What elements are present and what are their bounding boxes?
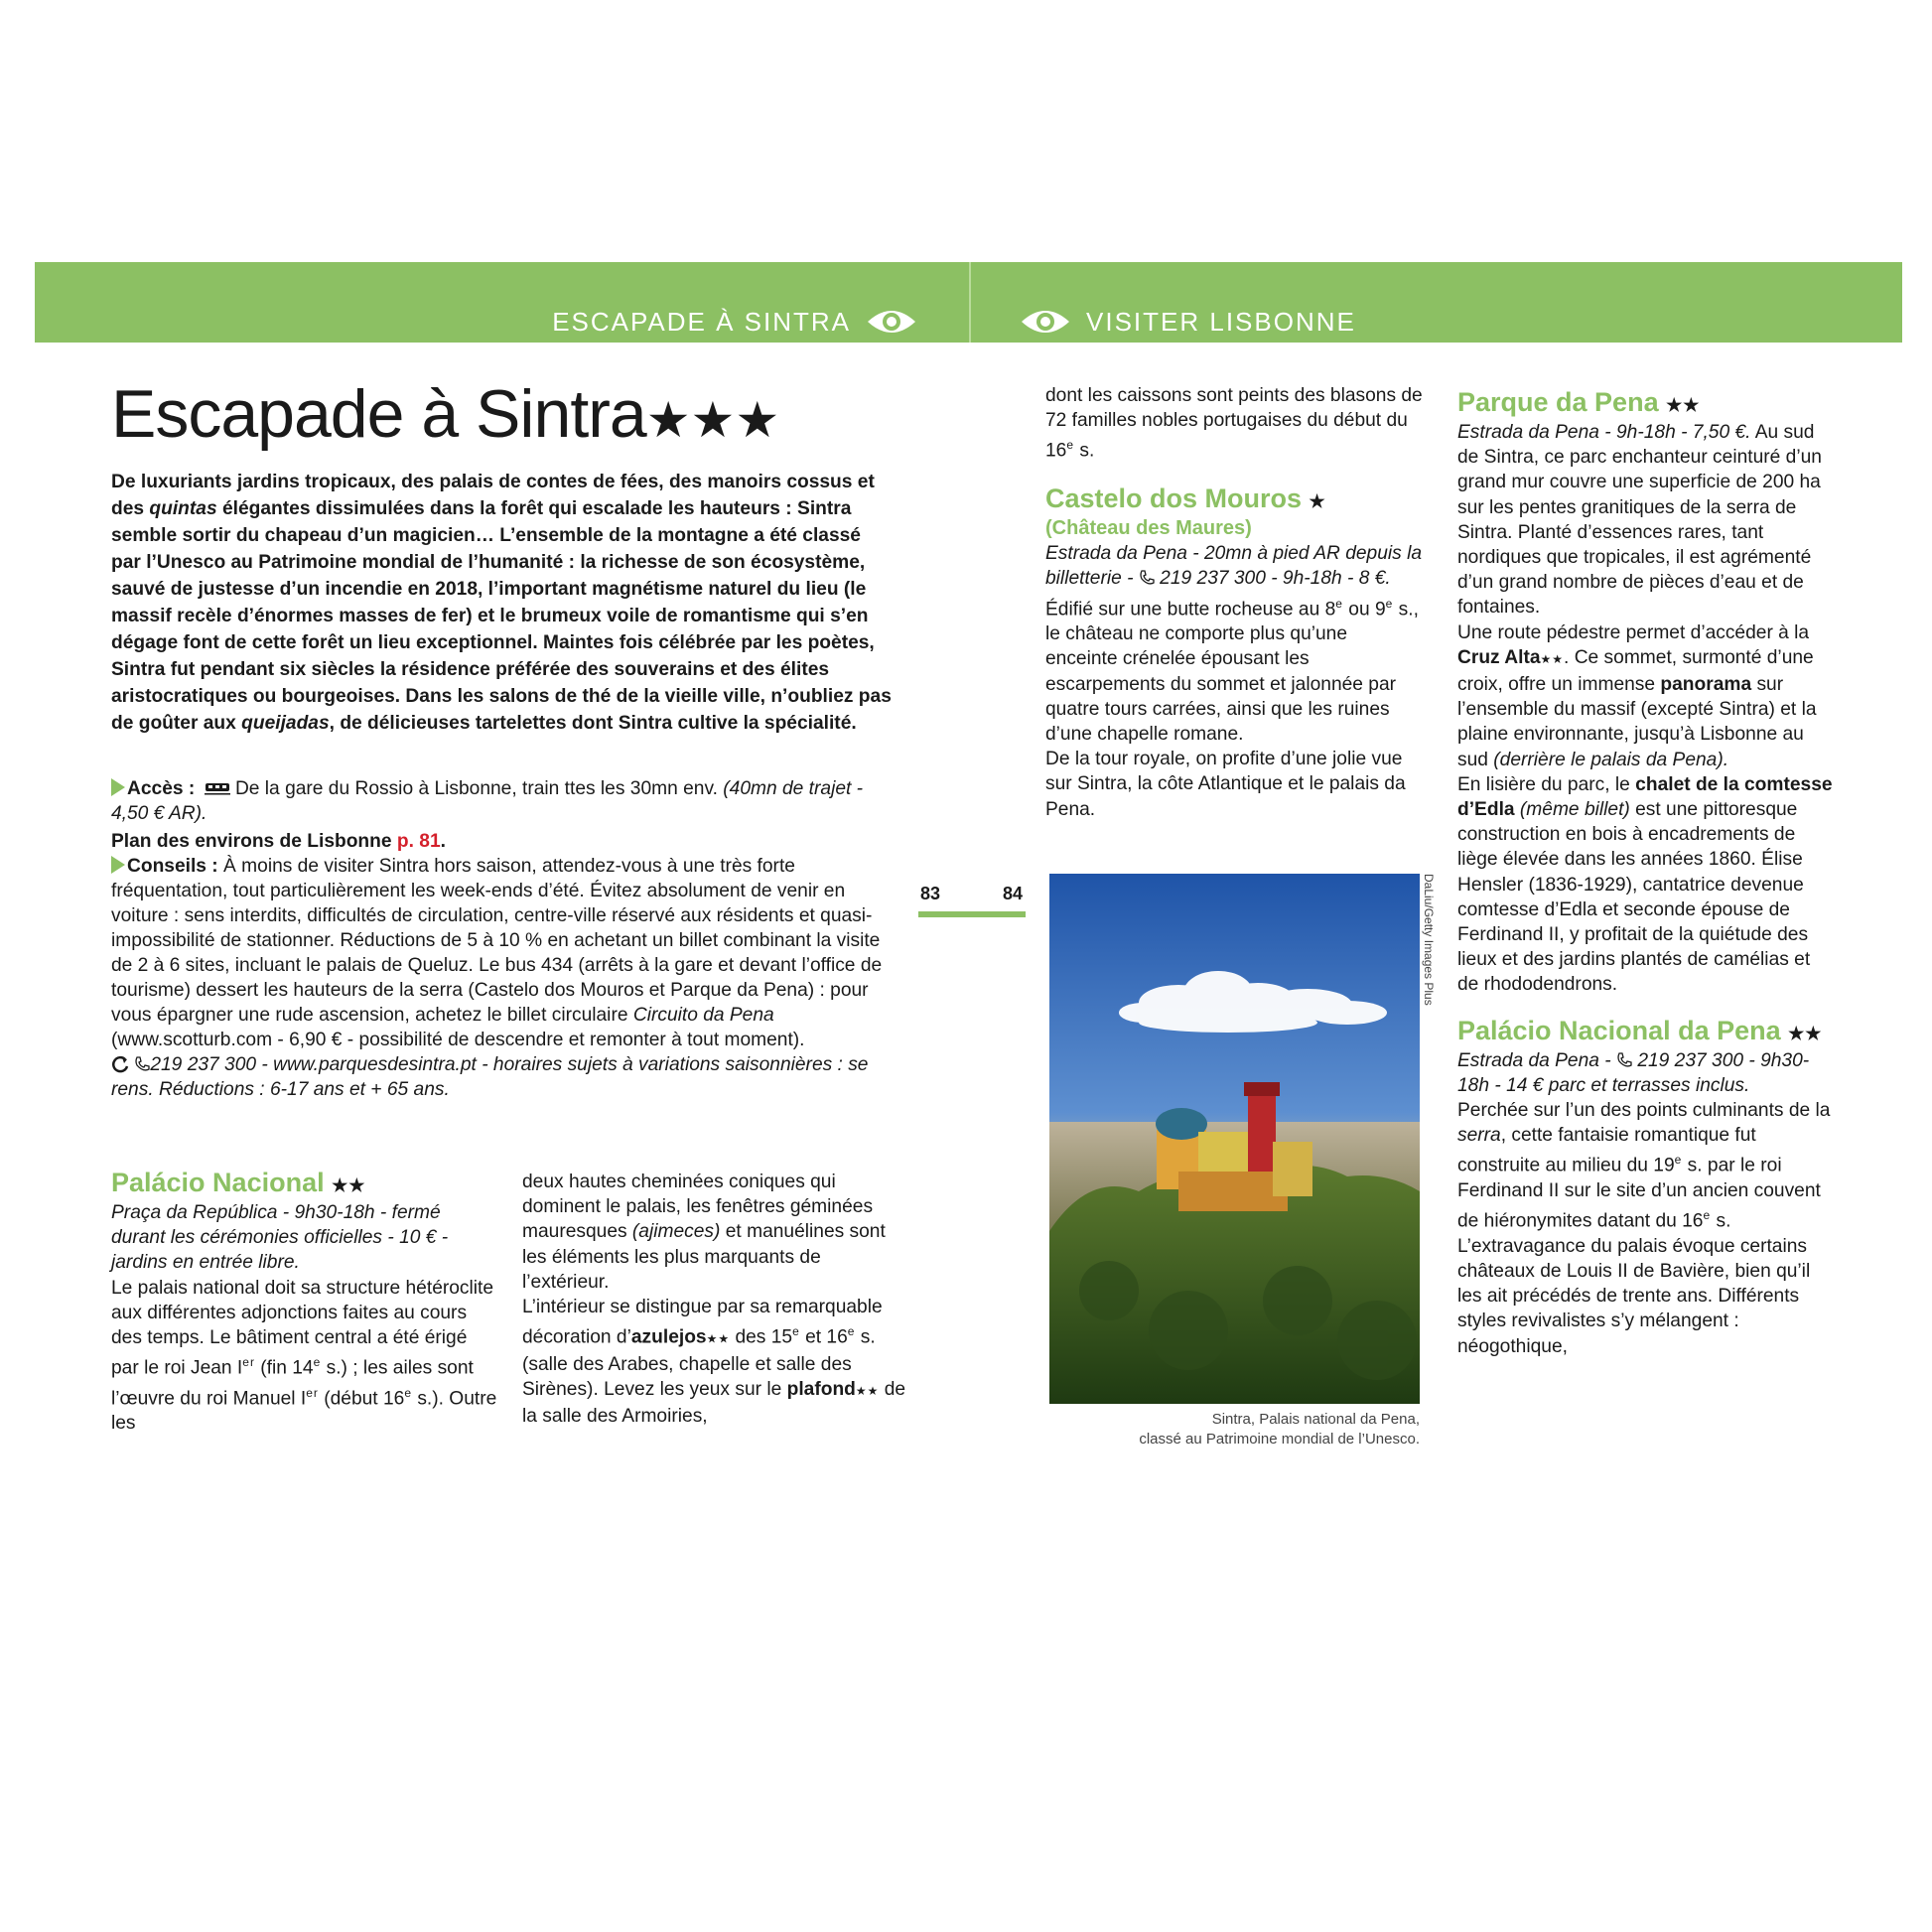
castelo-body-2: De la tour royale, on profite d’une jolie vue sur Sintra, la côte Atlantique et le palais da Pena. (1045, 749, 1406, 820)
intro-paragraph (111, 469, 896, 737)
pena-body (1457, 1098, 1835, 1359)
body-text: Une route pédestre permet d’accéder à la (1457, 621, 1810, 643)
sup: e (404, 1385, 412, 1400)
sup: e (1066, 438, 1075, 453)
ajimeces: (ajimeces) (631, 1221, 721, 1243)
train-icon (205, 781, 230, 795)
eye-icon (1019, 306, 1072, 338)
sup: e (1674, 1153, 1683, 1168)
page-number-rule (918, 911, 1026, 917)
header-left-label: ESCAPADE À SINTRA (552, 306, 851, 337)
castelo-info-text: Estrada da Pena - 20mn à pied AR depuis la billetterie - (1045, 543, 1423, 590)
intro-queijadas: queijadas (241, 713, 330, 734)
castelo-subtitle: (Château des Maures) (1045, 517, 1252, 539)
rating-stars: ★★ (1540, 651, 1565, 666)
body-text: est une pittoresque construction en bois à encadrements de liège élevée dans les années 1860. Élise Hensler (1836-1929), cantatrice devenue comtesse d’Edla et seconde épouse de Ferdinand II, y profitait de la quiétude des lieux et des jardins plantés de camélias et de rhododendrons. (1457, 799, 1811, 996)
phone-icon (134, 1056, 150, 1072)
header-right-label: VISITER LISBONNE (1086, 306, 1356, 337)
triangle-bullet-icon (111, 778, 125, 796)
sup: e (1385, 596, 1394, 611)
intro-text: , de délicieuses tartelettes dont Sintra cultive la spécialité. (329, 713, 857, 734)
body-text: de la salle des Armoiries, (522, 1379, 906, 1428)
parque-body (1457, 420, 1835, 621)
pena-info-text: Estrada da Pena - (1457, 1049, 1616, 1071)
caption-line-2: classé au Patrimoine mondial de l’Unesco. (1139, 1431, 1420, 1448)
body-text: des 15 (730, 1326, 793, 1348)
intro-text: De luxuriants jardins tropicaux, des palais de contes de fées, des manoirs cossus et des (111, 472, 875, 519)
sup: e (1335, 596, 1343, 611)
section-heading (1457, 387, 1835, 420)
cruz-alta: Cruz Alta (1457, 646, 1541, 668)
palacio-nacional-title: Palácio Nacional (111, 1168, 325, 1197)
plan-line (111, 829, 896, 854)
section-heading (1045, 483, 1423, 516)
page-number-left: 83 (920, 884, 941, 903)
azulejos: azulejos (630, 1326, 707, 1348)
body-text: . Ce sommet, surmonté d’une croix, offre un immense (1457, 646, 1814, 696)
body-text: s., le château ne comporte plus qu’une enceinte crénelée épousant les escarpements du sommet et jalonnée par quatre tours carrées, ainsi que les ruines d’une chapelle romane. (1045, 599, 1419, 746)
practical-info (111, 776, 896, 1102)
palacio-nacional-section (111, 1168, 498, 1437)
body-text: , cette fantaisie romantique fut construite au milieu du 19 (1457, 1125, 1756, 1176)
body-text: L’intérieur se distingue par sa remarquable décoration d’ (522, 1297, 883, 1348)
intro-quintas: quintas (149, 498, 217, 519)
palacio-nacional-body (111, 1276, 498, 1437)
photo-caption (1049, 1410, 1420, 1449)
parque-section (1457, 387, 1835, 1359)
pena-palace-photo (1049, 874, 1420, 1404)
title-text: Escapade à Sintra (111, 376, 646, 452)
rating-stars: ★★ (855, 1384, 880, 1399)
intro-text: élégantes dissimulées dans la forêt qui escalade les hauteurs : Sintra semble sortir du chapeau d’un magicien… L’ensemble de la montagne a été classé par l’Unesco au Patrimoine mondial de l’humanité : la richesse de son écosystème, sauvé de justesse d’un incendie en 2018, l’important magnétisme naturel du lieu (le massif recèle d’énormes masses de fer) et le brumeux voile de romantisme qui s’en dégage font de cette forêt un lieu exceptionnel. Maintes fois célébrée par les poètes, Sintra fut pendant six siècles la résidence préférée des souverains et des élites aristocratiques ou bourgeoises. Dans les salons de thé de la vieille ville, n’oubliez pas de goûter aux (111, 498, 892, 734)
castelo-section (1045, 383, 1423, 822)
body-text: (même billet) (1514, 799, 1630, 821)
body-text: s. (1074, 440, 1095, 462)
body-text: Édifié sur une butte rocheuse au 8 (1045, 599, 1336, 620)
triangle-bullet-icon (111, 856, 125, 874)
acces-label: Accès : (127, 778, 196, 799)
section-heading (111, 1168, 498, 1200)
body-text: s. L’extravagance du palais évoque certains châteaux de Louis II de Bavière, bien qu’il les ait précédés de trente ans. Différents styles revivalistes s’y mélangent : néogothique, (1457, 1210, 1811, 1357)
rating-stars: ★★ (332, 1175, 366, 1195)
body-text: dont les caissons sont peints des blasons de 72 familles nobles portugaises du début du 16 (1045, 385, 1423, 462)
body-text: et 16 (799, 1326, 848, 1348)
header-divider (969, 262, 971, 343)
rating-stars: ★★ (1788, 1023, 1823, 1043)
circuito-name: Circuito da Pena (632, 1005, 774, 1026)
phone-icon (1139, 570, 1155, 586)
plan-dot: . (440, 831, 446, 852)
acces-line (111, 776, 896, 826)
parque-info: Estrada da Pena - 9h-18h - 7,50 €. (1457, 422, 1751, 443)
body-text: sur l’ensemble du massif (excepté Sintra) et la plaine environnante, jusqu’à Lisbonne au sud (1457, 674, 1817, 770)
body-text: (fin 14 (254, 1357, 314, 1379)
pena-info-text: 219 237 300 - 9h30-18h - 14 € parc et terrasses inclus. (1457, 1049, 1810, 1096)
header-right[interactable] (1019, 298, 1356, 345)
photo-credit-text: DaLiu/Getty Images Plus (1422, 874, 1436, 1006)
panorama: panorama (1660, 674, 1752, 696)
body-text: s. par le roi Ferdinand II sur le site d’un ancien couvent de hiéronymites datant du 16 (1457, 1155, 1821, 1232)
photo-credit (1422, 874, 1442, 1172)
castelo-lead (1045, 383, 1423, 464)
body-text: En lisière du parc, le (1457, 773, 1636, 795)
plafond: plafond (786, 1379, 856, 1401)
circular-arrow-icon (111, 1055, 129, 1073)
section-heading (1457, 1016, 1835, 1048)
conseils-label: Conseils : (127, 856, 218, 877)
pena-info (1457, 1048, 1835, 1098)
conseils-end: (www.scotturb.com - 6,90 € - possibilité de descendre et remonter à tout moment). (111, 1030, 805, 1050)
header-left[interactable] (552, 298, 963, 345)
body-text: Le palais national doit sa structure hétéroclite aux différentes adjonctions faites au cours des temps. Le bâtiment central a été érigé par le roi Jean I (111, 1277, 494, 1379)
pena-title (1457, 1016, 1822, 1045)
palacio-nacional-info: Praça da República - 9h30-18h - fermé durant les cérémonies officielles - 10 € - jardins en entrée libre. (111, 1202, 449, 1274)
body-text: (derrière le palais da Pena). (1493, 749, 1729, 770)
caption-line-1: Sintra, Palais national da Pena, (1211, 1411, 1420, 1428)
body-text: s.) ; les ailes sont l’œuvre du roi Manuel I (111, 1357, 474, 1410)
parque-body-2 (1457, 621, 1835, 772)
castelo-info-text: 219 237 300 - 9h-18h - 8 €. (1154, 568, 1391, 590)
castelo-title: Castelo dos Mouros (1045, 483, 1303, 513)
body-text: et manuélines sont les éléments les plus marquants de l’extérieur. (522, 1221, 886, 1293)
body-text: (début 16 (318, 1388, 405, 1410)
phone-icon (1616, 1052, 1632, 1068)
body-text: Au sud de Sintra, ce parc enchanteur ceinturé d’un grand mur couvre une superficie de 200 ha sur les pentes granitiques de la serra de Sintra. Planté d’essences rares, tant nordiques que tropicales, il est agrémenté d’un grand nombre de pièces d’eau et de fontaines. (1457, 422, 1822, 619)
body-text: ou 9 (1342, 599, 1386, 620)
parque-title: Parque da Pena (1457, 387, 1659, 417)
page-title (111, 375, 779, 453)
body-text: s.). Outre les (111, 1388, 497, 1435)
title-stars: ★★★ (645, 392, 780, 448)
acces-text: De la gare du Rossio à Lisbonne, train ttes les 30mn env. (229, 778, 724, 799)
sup: er (242, 1355, 255, 1370)
pena-title-text: Palácio Nacional da Pena (1457, 1015, 1781, 1045)
contact-line (111, 1052, 896, 1102)
plan-label: Plan des environs de Lisbonne (111, 831, 397, 852)
rating-stars: ★★ (1666, 395, 1701, 415)
chalet: chalet de la comtesse d’Edla (1457, 773, 1833, 821)
conseils-line (111, 854, 896, 1052)
acces-duration: (40mn de trajet - 4,50 € AR). (111, 778, 864, 824)
body-text: s. (salle des Arabes, chapelle et salle des Sirènes). Levez les yeux sur le (522, 1326, 876, 1401)
rating-stars: ★ (1309, 491, 1326, 511)
eye-icon (865, 306, 918, 338)
serra: serra (1457, 1125, 1501, 1147)
conseils-text: À moins de visiter Sintra hors saison, attendez-vous à une très forte fréquentation, tout particulièrement les week-ends d’été. Évitez absolument de venir en voiture : sens interdits, difficultés de circulation, centre-ville réservé aux résidents et quasi-impossibilité de stationner. Réductions de 5 à 10 % en achetant un billet combinant la visite de 2 à 6 sites, incluant le palais de Queluz. Le bus 434 (arrêts à la gare et devant l’office de tourisme) dessert les hauteurs de la serra (Castelo dos Mouros et Parque da Pena) : pour vous épargner une rude ascension, achetez le billet circulaire (111, 856, 883, 1026)
contact-text: 219 237 300 - www.parquesdesintra.pt - horaires sujets à variations saisonnières : se rens. Réductions : 6-17 ans et + 65 ans. (111, 1054, 869, 1100)
palacio-nacional-continued (522, 1170, 909, 1429)
rating-stars: ★★ (706, 1331, 731, 1346)
castelo-info (1045, 541, 1423, 591)
sup: e (847, 1324, 856, 1339)
body-text: deux hautes cheminées coniques qui dominent le palais, les fenêtres géminées mauresques (522, 1172, 874, 1243)
sup: e (313, 1355, 322, 1370)
sup: e (792, 1324, 800, 1339)
parque-body-3 (1457, 772, 1835, 998)
sup: er (306, 1385, 319, 1400)
sup: e (1703, 1208, 1712, 1223)
castelo-body (1045, 592, 1423, 748)
page-number-right: 84 (1003, 884, 1024, 903)
body-text: Perchée sur l’un des points culminants de la (1457, 1100, 1831, 1122)
plan-page-link[interactable]: p. 81 (396, 831, 441, 852)
